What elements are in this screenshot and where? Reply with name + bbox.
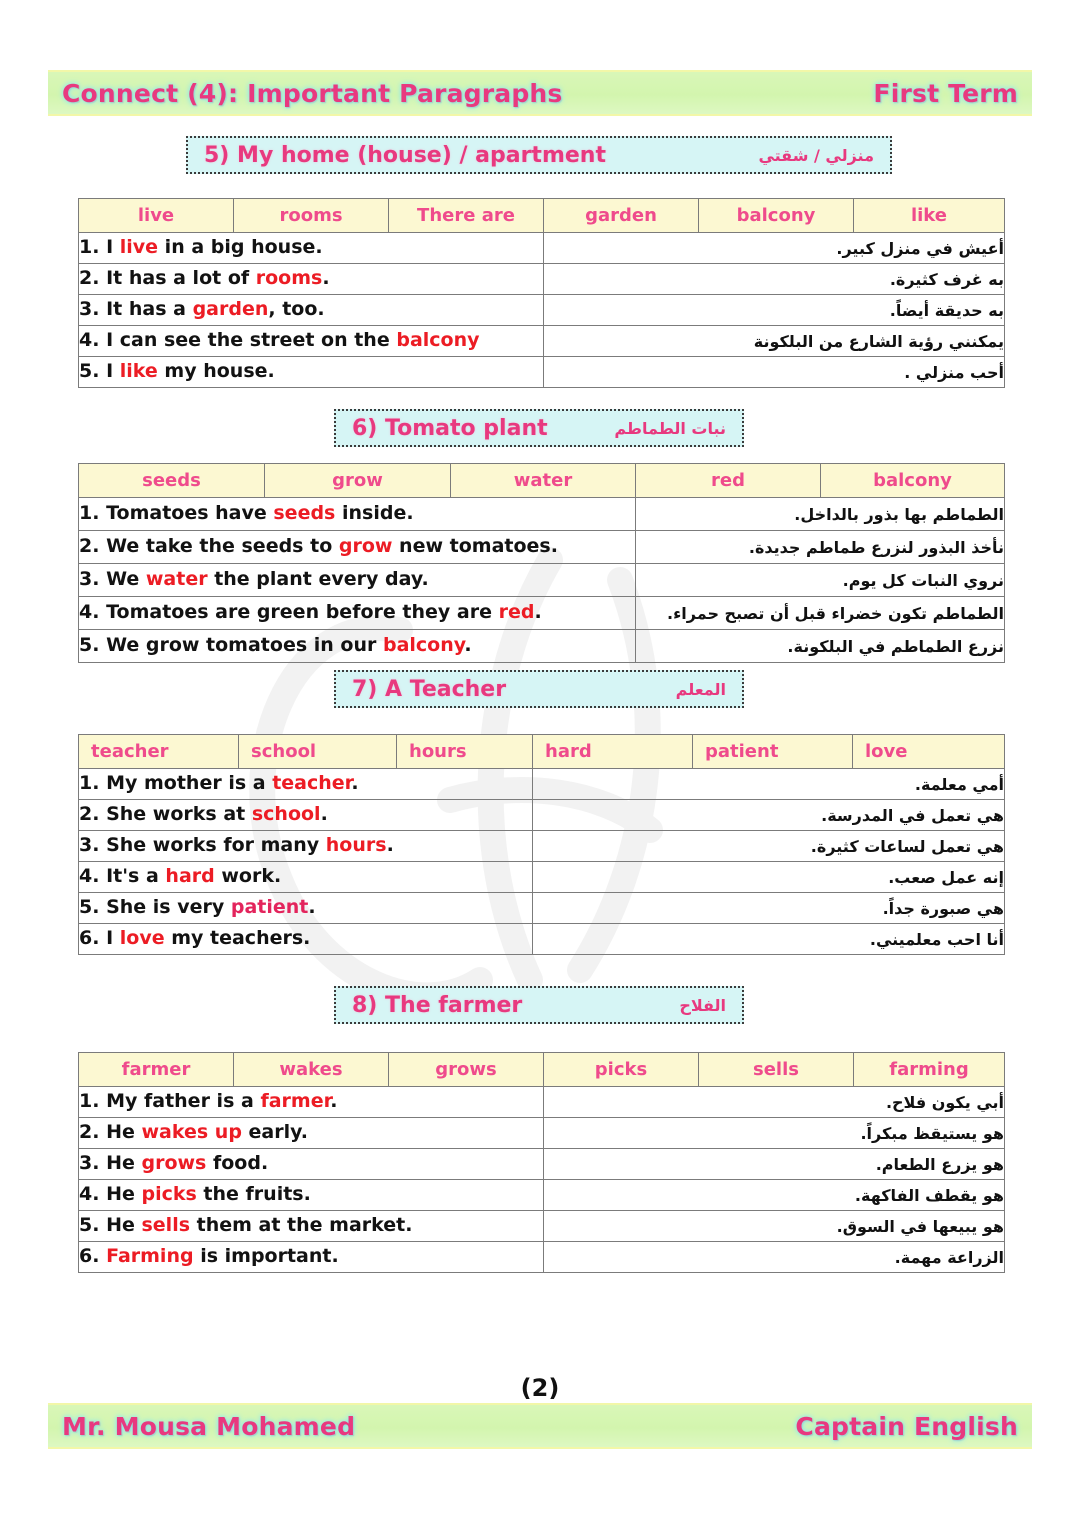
section-title-5 [186,136,892,174]
table-row [79,893,1005,924]
sentence-ar: أمي معلمة. [533,769,1005,800]
keyword-cell: grow [265,464,451,498]
table-row [79,295,1005,326]
keyword-cell: grows [389,1053,544,1087]
sentence-en: 1. Tomatoes have seeds inside. [79,498,636,531]
keyword-cell: garden [544,199,699,233]
section-title-8 [334,986,744,1024]
brand-name: Captain English [795,1411,1018,1441]
sentence-ar: هو يقطف الفاكهة. [544,1180,1005,1211]
section-title-en: 7) A Teacher [352,676,507,702]
sentence-en: 4. Tomatoes are green before they are red. [79,597,636,630]
sentence-ar: هو يزرع الطعام. [544,1149,1005,1180]
keyword-cell: wakes [234,1053,389,1087]
keyword-cell: farmer [79,1053,234,1087]
keyword-cell: rooms [234,199,389,233]
table-row [79,1211,1005,1242]
table-row [79,498,1005,531]
keyword-cell: love [853,735,1005,769]
keyword-cell: balcony [699,199,854,233]
sentence-en: 1. My father is a farmer. [79,1087,544,1118]
sentence-ar: به حديقة أيضاً. [544,295,1005,326]
sentence-en: 4. He picks the fruits. [79,1180,544,1211]
table-row [79,769,1005,800]
paragraph-table-6 [78,463,1005,663]
sentence-en: 5. We grow tomatoes in our balcony. [79,630,636,663]
table-row [79,924,1005,955]
table-row [79,531,1005,564]
keyword-cell: There are [389,199,544,233]
keyword-row [79,735,1005,769]
sentence-ar: أنا احب معلميني. [533,924,1005,955]
sentence-ar: نروي النبات كل يوم. [636,564,1005,597]
sentence-ar: إنه عمل صعب. [533,862,1005,893]
table-row [79,1118,1005,1149]
sentence-ar: الطماطم تكون خضراء قبل أن تصبح حمراء. [636,597,1005,630]
keyword-cell: farming [854,1053,1005,1087]
table-row [79,264,1005,295]
keyword-cell: red [636,464,821,498]
keyword-row [79,1053,1005,1087]
sentence-ar: أعيش في منزل كبير. [544,233,1005,264]
keyword-cell: sells [699,1053,854,1087]
sentence-en: 3. It has a garden, too. [79,295,544,326]
table-row [79,831,1005,862]
paragraph-table-7 [78,734,1005,955]
section-title-en: 6) Tomato plant [352,415,548,441]
keyword-cell: school [239,735,397,769]
section-title-7 [334,670,744,708]
sentence-en: 1. My mother is a teacher. [79,769,533,800]
keyword-cell: water [451,464,636,498]
sentence-en: 3. She works for many hours. [79,831,533,862]
sentence-ar: نزرع الطماطم في البلكونة. [636,630,1005,663]
keyword-row [79,199,1005,233]
sentence-ar: هي صبورة جداً. [533,893,1005,924]
sentence-en: 6. I love my teachers. [79,924,533,955]
section-title-ar: منزلي / شقتي [758,145,874,165]
paragraph-table-8 [78,1052,1005,1273]
sentence-en: 3. He grows food. [79,1149,544,1180]
sentence-ar: هو يبيعها في السوق. [544,1211,1005,1242]
sentence-ar: يمكنني رؤية الشارع من البلكونة [544,326,1005,357]
keyword-cell: like [854,199,1005,233]
page-title: Connect (4): Important Paragraphs [62,78,563,108]
page-number: (2) [520,1374,560,1402]
table-row [79,630,1005,663]
sentence-en: 4. I can see the street on the balcony [79,326,544,357]
table-row [79,597,1005,630]
table-row [79,862,1005,893]
section-title-ar: نبات الطماطم [614,418,726,438]
page-header-banner [48,70,1032,116]
section-title-en: 5) My home (house) / apartment [204,142,606,168]
sentence-en: 5. He sells them at the market. [79,1211,544,1242]
sentence-en: 6. Farming is important. [79,1242,544,1273]
paragraph-table-5 [78,198,1005,388]
section-title-en: 8) The farmer [352,992,523,1018]
sentence-ar: نأخذ البذور لنزرع طماطم جديدة. [636,531,1005,564]
sentence-en: 2. We take the seeds to grow new tomatoes. [79,531,636,564]
sentence-en: 2. It has a lot of rooms. [79,264,544,295]
term-label: First Term [873,78,1018,108]
sentence-en: 5. She is very patient. [79,893,533,924]
sentence-ar: هي تعمل لساعات كثيرة. [533,831,1005,862]
sentence-en: 5. I like my house. [79,357,544,388]
sentence-ar: هو يستيقظ مبكراً. [544,1118,1005,1149]
keyword-cell: hours [397,735,533,769]
table-row [79,326,1005,357]
keyword-cell: hard [533,735,693,769]
table-row [79,357,1005,388]
sentence-ar: الطماطم بها بذور بالداخل. [636,498,1005,531]
table-row [79,1242,1005,1273]
keyword-cell: patient [693,735,853,769]
keyword-cell: seeds [79,464,265,498]
section-title-ar: الفلاح [679,995,726,1015]
sentence-en: 2. He wakes up early. [79,1118,544,1149]
sentence-ar: الزراعة مهمة. [544,1242,1005,1273]
table-row [79,800,1005,831]
table-row [79,233,1005,264]
keyword-cell: teacher [79,735,239,769]
sentence-ar: أبي يكون فلاح. [544,1087,1005,1118]
sentence-ar: هي تعمل في المدرسة. [533,800,1005,831]
keyword-row [79,464,1005,498]
table-row [79,1087,1005,1118]
sentence-en: 4. It's a hard work. [79,862,533,893]
sentence-ar: به غرف كثيرة. [544,264,1005,295]
author-name: Mr. Mousa Mohamed [62,1411,356,1441]
sentence-en: 2. She works at school. [79,800,533,831]
sentence-en: 1. I live in a big house. [79,233,544,264]
keyword-cell: balcony [821,464,1005,498]
table-row [79,1149,1005,1180]
table-row [79,564,1005,597]
keyword-cell: live [79,199,234,233]
page-footer-banner [48,1403,1032,1449]
section-title-ar: المعلم [675,679,726,699]
keyword-cell: picks [544,1053,699,1087]
table-row [79,1180,1005,1211]
sentence-ar: أحب منزلي . [544,357,1005,388]
section-title-6 [334,409,744,447]
sentence-en: 3. We water the plant every day. [79,564,636,597]
